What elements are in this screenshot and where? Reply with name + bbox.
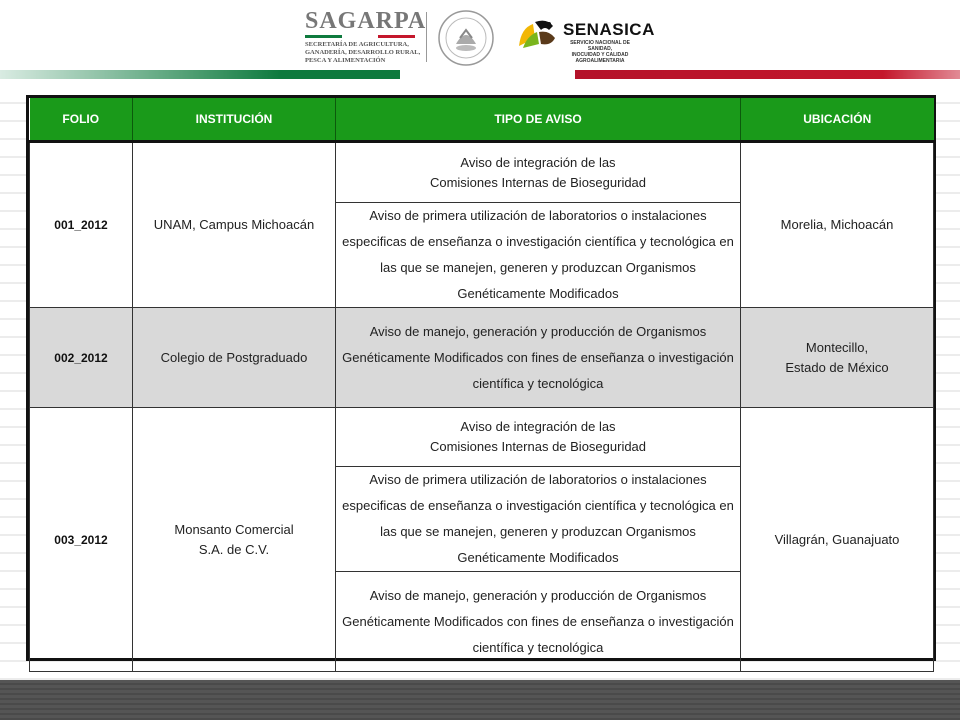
footer-bar bbox=[0, 680, 960, 720]
folio-cell: 001_2012 bbox=[30, 142, 133, 308]
senasica-subtitle-line: AGROALIMENTARIA bbox=[575, 58, 625, 64]
institucion-cell: Monsanto Comercial S.A. de C.V. bbox=[133, 408, 336, 672]
institucion-cell: Colegio de Postgraduado bbox=[133, 308, 336, 408]
folio-cell: 002_2012 bbox=[30, 308, 133, 408]
sagarpa-name: SAGARPA bbox=[305, 8, 427, 34]
senasica-emblem-icon bbox=[515, 16, 559, 56]
senasica-name: SENASICA bbox=[563, 20, 655, 39]
ubicacion-cell: Montecillo, Estado de México bbox=[741, 308, 934, 408]
table-row bbox=[30, 142, 934, 203]
sagarpa-logo bbox=[305, 8, 430, 66]
aviso-cell: Aviso de integración de las Comisiones Internas de Bioseguridad bbox=[336, 408, 741, 467]
sagarpa-subtitle bbox=[305, 41, 430, 65]
table-row bbox=[30, 308, 934, 408]
table-row bbox=[30, 408, 934, 467]
green-header-bar bbox=[0, 70, 400, 79]
aviso-cell: Aviso de manejo, generación y producción de Organismos Genéticamente Modificados con fines de enseñanza o investigación científica y tecnológica bbox=[336, 308, 741, 408]
page-header bbox=[0, 0, 960, 86]
mexico-seal-icon bbox=[436, 8, 496, 68]
sagarpa-subtitle-line: SECRETARÍA DE AGRICULTURA, bbox=[305, 41, 409, 48]
avisos-table bbox=[26, 95, 936, 661]
senasica-subtitle bbox=[565, 40, 635, 64]
logo-divider bbox=[426, 12, 427, 62]
folio-cell: 003_2012 bbox=[30, 408, 133, 672]
ubicacion-cell: Morelia, Michoacán bbox=[741, 142, 934, 308]
sagarpa-subtitle-line: GANADERÍA, DESARROLLO RURAL, bbox=[305, 49, 421, 56]
aviso-cell: Aviso de primera utilización de laboratorios o instalaciones especificas de enseñanza o investigación científica y tecnológica en las que se manejen, generen y produzcan Organismos Genéticamente Modificados bbox=[336, 467, 741, 572]
header-folio: FOLIO bbox=[30, 98, 133, 142]
senasica-subtitle-line: SERVICIO NACIONAL DE SANIDAD, bbox=[570, 40, 630, 52]
aviso-cell: Aviso de integración de las Comisiones Internas de Bioseguridad bbox=[336, 142, 741, 203]
red-header-bar bbox=[575, 70, 960, 79]
ubicacion-cell: Villagrán, Guanajuato bbox=[741, 408, 934, 672]
header-institucion: INSTITUCIÓN bbox=[133, 98, 336, 142]
sagarpa-subtitle-line: PESCA Y ALIMENTACIÓN bbox=[305, 57, 386, 64]
aviso-cell: Aviso de primera utilización de laboratorios o instalaciones especificas de enseñanza o investigación científica y tecnológica en las que se manejen, generen y produzcan Organismos Genéticamente Modificados bbox=[336, 203, 741, 308]
header-ubicacion: UBICACIÓN bbox=[741, 98, 934, 142]
institucion-cell: UNAM, Campus Michoacán bbox=[133, 142, 336, 308]
aviso-cell: Aviso de manejo, generación y producción de Organismos Genéticamente Modificados con fines de enseñanza o investigación científica y tecnológica bbox=[336, 572, 741, 672]
table-header-row bbox=[30, 98, 934, 142]
senasica-logo bbox=[515, 14, 665, 62]
senasica-subtitle-line: INOCUIDAD Y CALIDAD bbox=[571, 52, 629, 58]
header-tipo-aviso: TIPO DE AVISO bbox=[336, 98, 741, 142]
tricolor-line bbox=[305, 35, 415, 38]
